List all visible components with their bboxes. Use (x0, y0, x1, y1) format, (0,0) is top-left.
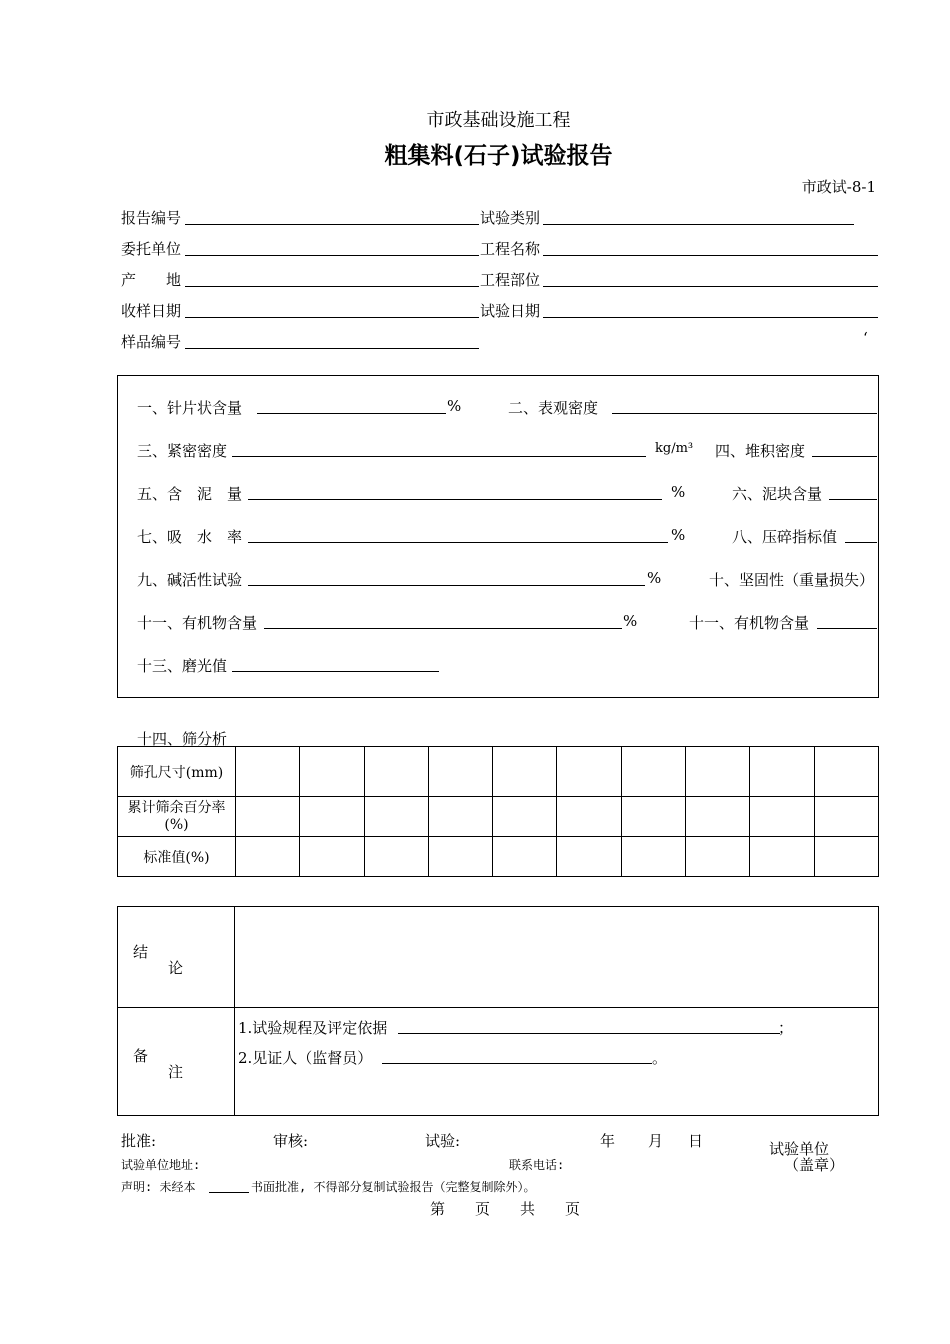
item-3-field[interactable] (232, 456, 646, 457)
sieve-cell[interactable] (557, 837, 621, 877)
item-2-field[interactable] (612, 413, 877, 414)
item-6-field[interactable] (829, 499, 877, 500)
sieve-row-size (118, 747, 879, 797)
item-11a-label: 十一、有机物含量 (137, 614, 258, 632)
item-11b-label: 十一、有机物含量 (689, 614, 810, 632)
item-10-label: 十、坚固性（重量损失） (709, 571, 875, 589)
item-1-field[interactable] (257, 413, 446, 414)
box-divider-horizontal (117, 1007, 879, 1008)
statement-part-a: 声明: 未经本 (121, 1180, 196, 1194)
item-7-label: 七、吸 水 率 (137, 528, 243, 546)
seal-label: （盖章） (784, 1156, 845, 1174)
project-part-label: 工程部位 (480, 271, 541, 289)
mark: ‘ (863, 329, 868, 347)
sieve-cell[interactable] (750, 797, 814, 837)
item-6-label: 六、泥块含量 (732, 485, 823, 503)
conclusion-label-a: 结 (133, 943, 149, 961)
remarks-label-a: 备 (133, 1047, 149, 1065)
remarks-line-1-label: 1.试验规程及评定依据 (238, 1019, 388, 1037)
sieve-cell[interactable] (750, 747, 814, 797)
box-divider-vertical (234, 906, 235, 1116)
item-4-field[interactable] (812, 456, 877, 457)
standard-basis-field[interactable] (398, 1033, 780, 1034)
sieve-cell[interactable] (364, 747, 428, 797)
item-7-field[interactable] (248, 542, 668, 543)
sieve-cell[interactable] (621, 747, 685, 797)
sieve-cell[interactable] (686, 797, 750, 837)
item-9-label: 九、碱活性试验 (137, 571, 243, 589)
sieve-cell[interactable] (300, 797, 364, 837)
receive-date-label: 收样日期 (121, 302, 182, 320)
remarks-line-2-end: 。 (652, 1049, 668, 1067)
conclusion-label-b: 论 (168, 959, 184, 977)
statement-blank[interactable] (209, 1192, 249, 1193)
sieve-table (117, 746, 879, 877)
month-label: 月 (648, 1132, 664, 1150)
sieve-cell[interactable] (557, 797, 621, 837)
sieve-cell[interactable] (236, 837, 300, 877)
item-5-label: 五、含 泥 量 (137, 485, 243, 503)
origin-label: 产 地 (121, 271, 182, 289)
project-name-field[interactable] (543, 255, 878, 256)
item-1-unit: % (447, 397, 462, 415)
sieve-row-cumulative (118, 797, 879, 837)
item-5-unit: % (671, 483, 686, 501)
sieve-cell[interactable] (814, 747, 878, 797)
item-1-label: 一、针片状含量 (137, 399, 243, 417)
client-field[interactable] (185, 255, 479, 256)
subtitle: 市政基础设施工程 (426, 110, 571, 131)
item-4-label: 四、堆积密度 (715, 442, 806, 460)
sieve-cell[interactable] (686, 747, 750, 797)
item-8-field[interactable] (845, 542, 877, 543)
statement-part-b: 书面批准, 不得部分复制试验报告（完整复制除外）。 (251, 1180, 536, 1194)
sieve-cell[interactable] (364, 837, 428, 877)
review-label: 审核: (273, 1132, 309, 1150)
sieve-cell[interactable] (814, 797, 878, 837)
test-date-field[interactable] (543, 317, 878, 318)
test-unit-label: 试验单位 (769, 1140, 830, 1158)
item-11a-unit: % (623, 612, 638, 630)
item-13-field[interactable] (232, 671, 439, 672)
sieve-row-label: 标准值(%) (118, 837, 236, 877)
year-label: 年 (600, 1132, 616, 1150)
project-part-field[interactable] (543, 286, 878, 287)
item-3-unit: kg/m³ (655, 441, 694, 456)
test-label: 试验: (425, 1132, 461, 1150)
page-number: 第 页 共 页 (430, 1200, 581, 1218)
approve-label: 批准: (121, 1132, 157, 1150)
item-7-unit: % (671, 526, 686, 544)
sieve-cell[interactable] (686, 837, 750, 877)
sieve-cell[interactable] (236, 747, 300, 797)
project-name-label: 工程名称 (480, 240, 541, 258)
test-type-label: 试验类别 (480, 209, 541, 227)
item-5-field[interactable] (248, 499, 662, 500)
sieve-cell[interactable] (236, 797, 300, 837)
sieve-cell[interactable] (364, 797, 428, 837)
item-11b-field[interactable] (817, 628, 877, 629)
sieve-cell[interactable] (493, 747, 557, 797)
item-13-label: 十三、磨光值 (137, 657, 228, 675)
sieve-cell[interactable] (300, 837, 364, 877)
sieve-row-label: 累计筛余百分率(%) (118, 797, 236, 837)
remarks-line-1-end: ； (778, 1019, 794, 1037)
sieve-cell[interactable] (493, 797, 557, 837)
item-11a-field[interactable] (264, 628, 622, 629)
witness-field[interactable] (382, 1063, 652, 1064)
sieve-cell[interactable] (557, 747, 621, 797)
remarks-label-b: 注 (168, 1063, 184, 1081)
sample-no-field[interactable] (185, 348, 479, 349)
item-8-label: 八、压碎指标值 (732, 528, 838, 546)
remarks-line-2-label: 2.见证人（监督员） (238, 1049, 373, 1067)
conclusion-field[interactable] (236, 908, 877, 1005)
item-9-unit: % (647, 569, 662, 587)
test-date-label: 试验日期 (480, 302, 541, 320)
form-code: 市政试-8-1 (801, 178, 876, 196)
item-9-field[interactable] (248, 585, 645, 586)
sieve-cell[interactable] (428, 837, 492, 877)
sieve-cell[interactable] (428, 797, 492, 837)
item-3-label: 三、紧密密度 (137, 442, 228, 460)
sieve-cell[interactable] (814, 837, 878, 877)
page-title: 粗集料(石子)试验报告 (384, 143, 613, 169)
sieve-cell[interactable] (428, 747, 492, 797)
sieve-row-standard (118, 837, 879, 877)
sieve-cell[interactable] (750, 837, 814, 877)
sieve-cell[interactable] (621, 837, 685, 877)
receive-date-field[interactable] (185, 317, 479, 318)
client-label: 委托单位 (121, 240, 182, 258)
report-no-label: 报告编号 (121, 209, 182, 227)
test-type-field[interactable] (543, 224, 854, 225)
sieve-cell[interactable] (300, 747, 364, 797)
phone-label: 联系电话: (509, 1158, 565, 1172)
sample-no-label: 样品编号 (121, 333, 182, 351)
sieve-cell[interactable] (621, 797, 685, 837)
day-label: 日 (688, 1132, 704, 1150)
sieve-row-label: 筛孔尺寸(mm) (118, 747, 236, 797)
origin-field[interactable] (185, 286, 479, 287)
sieve-heading: 十四、筛分析 (137, 730, 228, 748)
report-no-field[interactable] (185, 224, 479, 225)
address-label: 试验单位地址: (121, 1158, 201, 1172)
sieve-cell[interactable] (493, 837, 557, 877)
item-2-label: 二、表观密度 (508, 399, 599, 417)
